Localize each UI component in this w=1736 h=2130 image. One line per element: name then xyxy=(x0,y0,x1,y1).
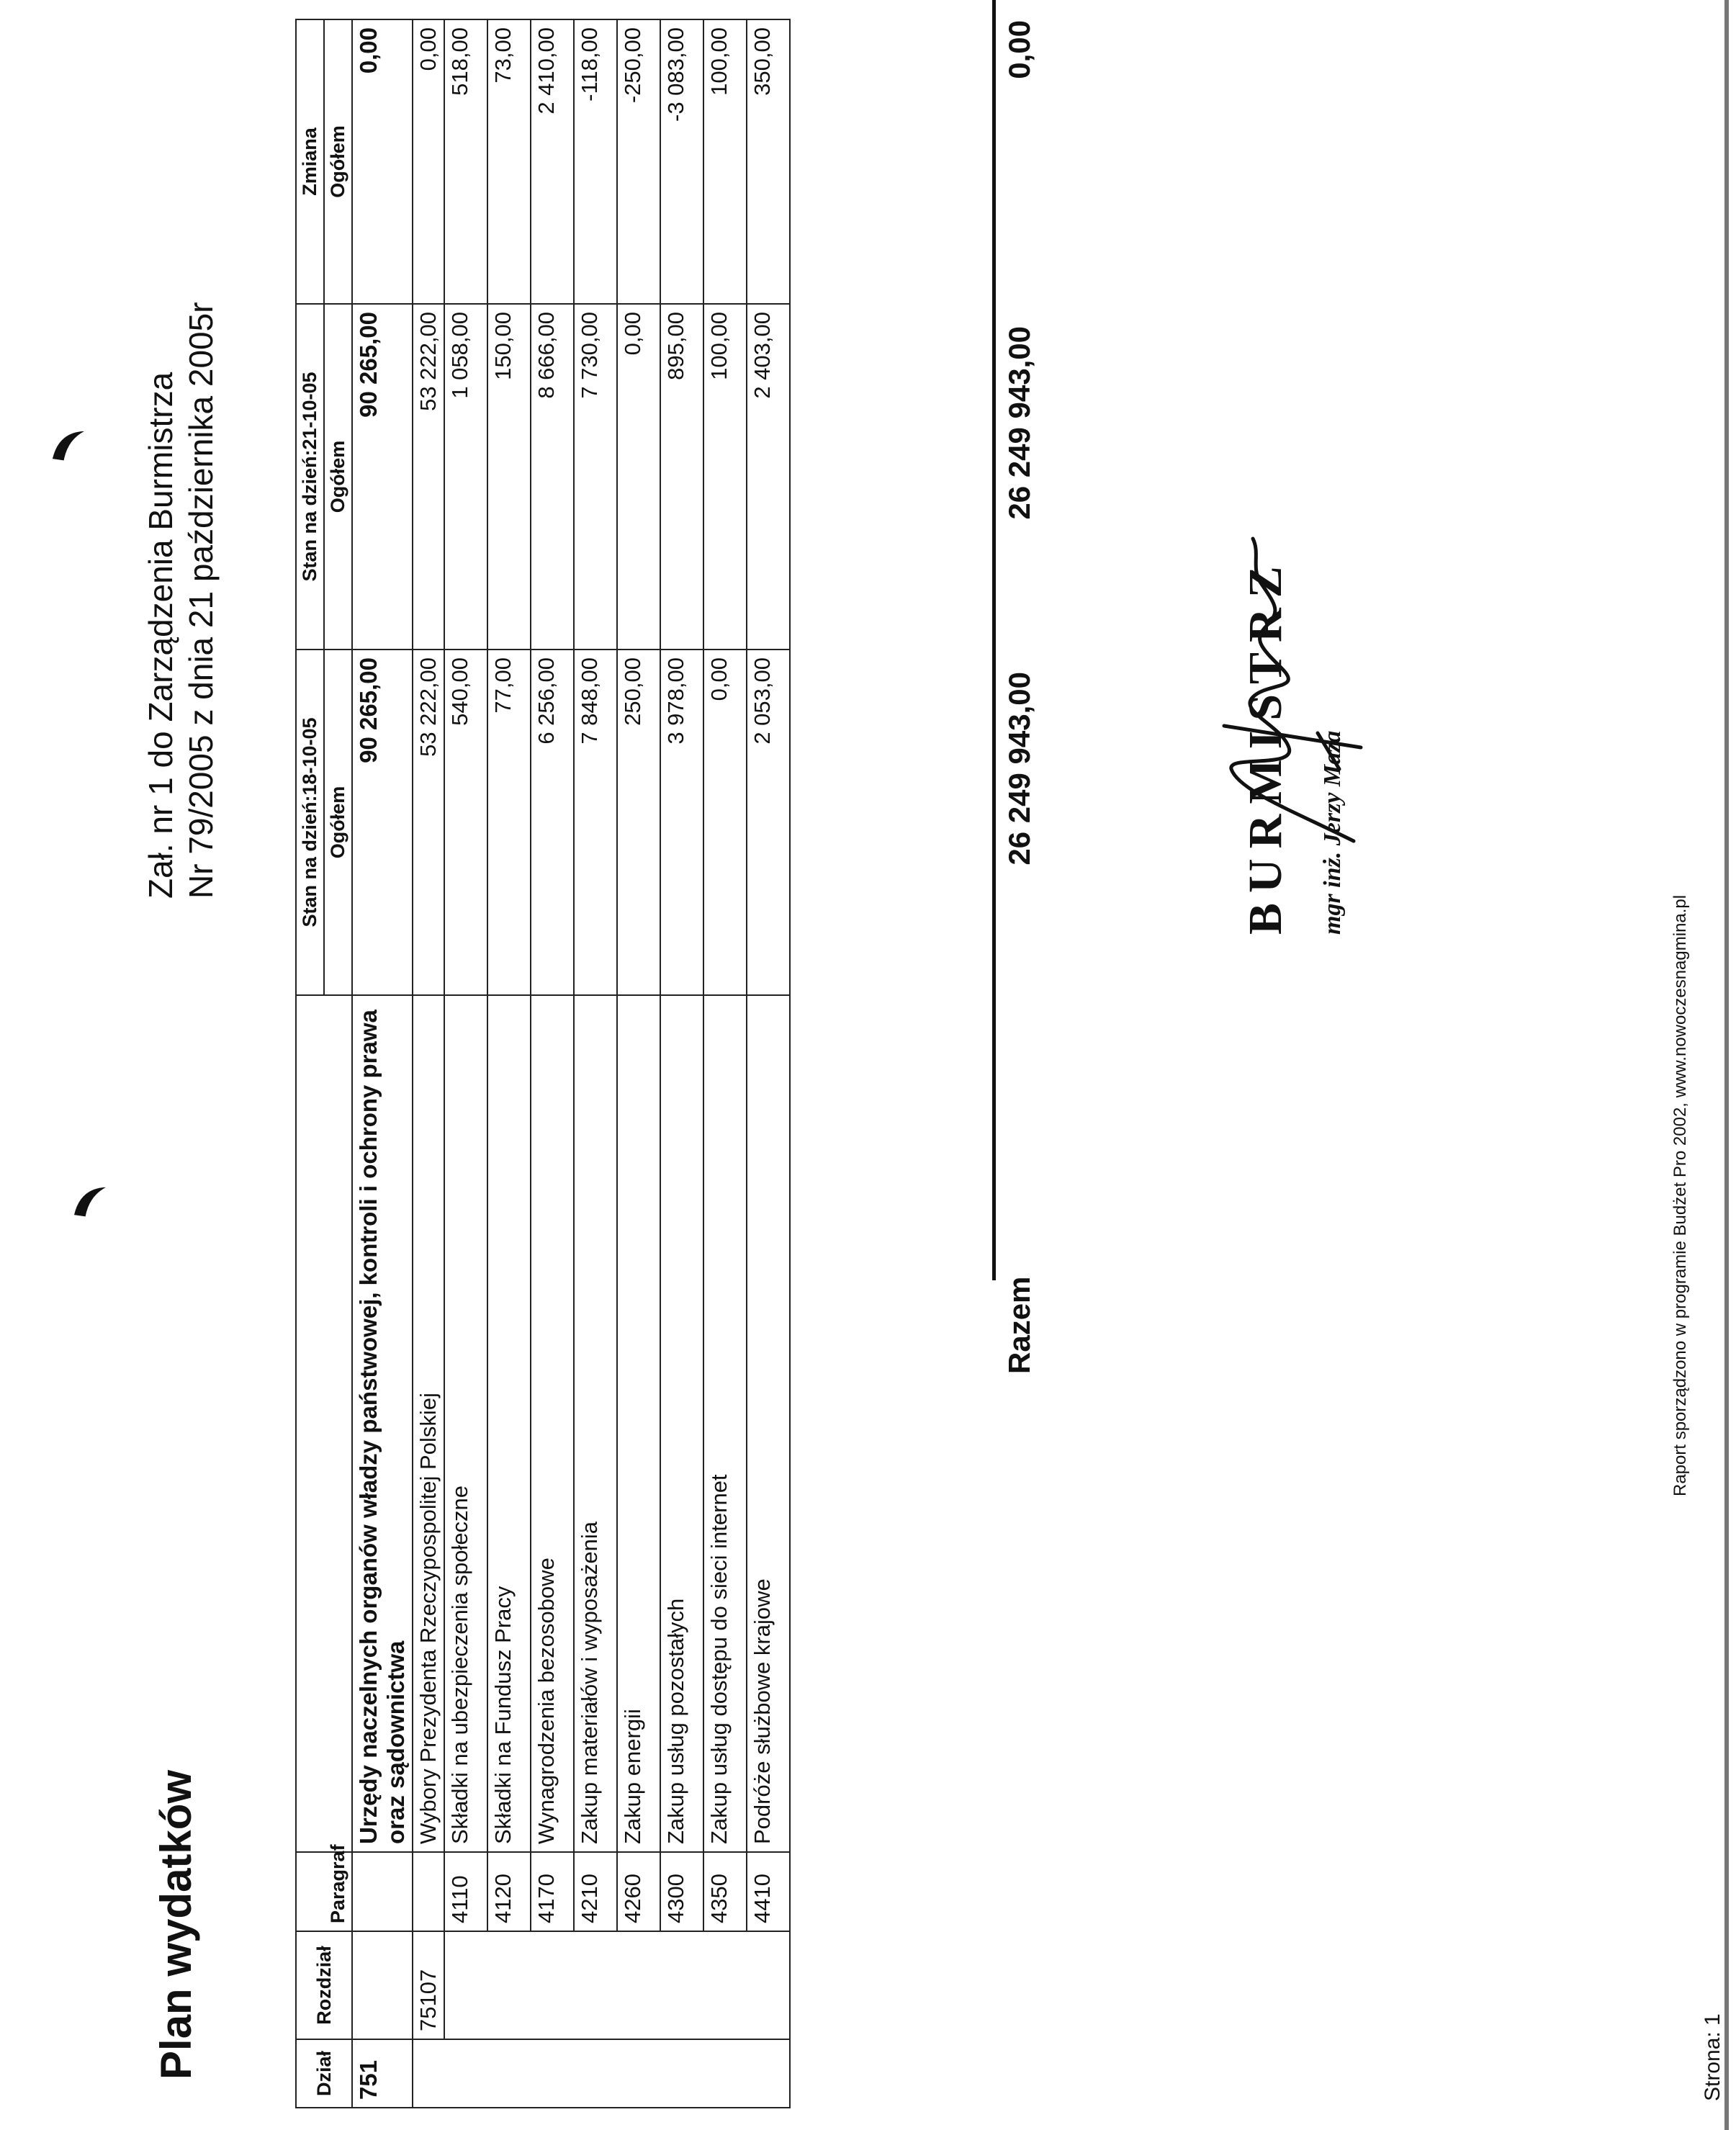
paragraf-name: Zakup energii xyxy=(617,995,660,1852)
paragraf-name: Zakup usług dostępu do sieci internet xyxy=(703,995,747,1852)
empty-cell xyxy=(574,2039,617,2108)
dzial-value-stan2: 90 265,00 xyxy=(352,304,413,650)
header-note-line1: Zał. nr 1 do Zarządzenia Burmistrza xyxy=(142,372,179,899)
empty-cell xyxy=(487,2039,531,2108)
value-zmiana: -3 083,00 xyxy=(660,19,703,304)
scan-edge-line xyxy=(1724,0,1729,2130)
header-note-line2: Nr 79/2005 z dnia 21 października 2005r xyxy=(182,302,220,899)
paragraf-name: Podróże służbowe krajowe xyxy=(747,995,790,1852)
footer-report-note: Raport sporządzono w programie Budżet Pro 2002, www.nowoczesnagmina.pl xyxy=(1670,894,1690,1496)
value-zmiana: 73,00 xyxy=(487,19,531,304)
rozdzial-value-stan2: 53 222,00 xyxy=(413,304,444,650)
table-row xyxy=(574,19,617,2108)
col-header-stan1: Stan na dzień:18-10-05 xyxy=(296,650,324,995)
value-stan1: 77,00 xyxy=(487,650,531,995)
empty-cell xyxy=(617,1931,660,2039)
empty-cell xyxy=(413,1852,444,1931)
value-stan1: 3 978,00 xyxy=(660,650,703,995)
table-row xyxy=(660,19,703,2108)
value-stan1: 6 256,00 xyxy=(531,650,574,995)
mayor-stamp xyxy=(1238,387,1426,935)
empty-cell xyxy=(531,1931,574,2039)
value-stan2: 150,00 xyxy=(487,304,531,650)
paragraf-code: 4350 xyxy=(703,1852,747,1931)
footer-page-number: Strona: 1 xyxy=(1701,2013,1724,2101)
paragraf-code: 4110 xyxy=(444,1852,487,1931)
dzial-value-zmiana: 0,00 xyxy=(352,19,413,304)
paragraf-code: 4410 xyxy=(747,1852,790,1931)
empty-cell xyxy=(703,1931,747,2039)
value-stan2: 0,00 xyxy=(617,304,660,650)
rozdzial-code: 75107 xyxy=(413,1931,444,2039)
empty-cell xyxy=(444,1931,487,2039)
stamp-title: BURMISTRZ xyxy=(1239,556,1292,935)
table-header-row xyxy=(296,19,324,2108)
paragraf-code: 4170 xyxy=(531,1852,574,1931)
subheader-ogolem: Ogółem xyxy=(324,19,352,304)
empty-cell xyxy=(574,1931,617,2039)
value-zmiana: -250,00 xyxy=(617,19,660,304)
paragraf-name: Zakup usług pozostałych xyxy=(660,995,703,1852)
rozdzial-row xyxy=(413,19,444,2108)
value-zmiana: 350,00 xyxy=(747,19,790,304)
empty-cell xyxy=(703,2039,747,2108)
value-stan1: 540,00 xyxy=(444,650,487,995)
col-header-paragraf: Paragraf xyxy=(296,1852,352,1931)
empty-cell xyxy=(531,2039,574,2108)
col-header-name xyxy=(296,995,352,1852)
paragraf-name: Zakup materiałów i wyposażenia xyxy=(574,995,617,1852)
expenditure-table xyxy=(295,19,791,2108)
dzial-name: Urzędy naczelnych organów władzy państwowej, kontroli i ochrony prawa oraz sądownictwa xyxy=(352,995,413,1852)
value-stan1: 250,00 xyxy=(617,650,660,995)
value-zmiana: 518,00 xyxy=(444,19,487,304)
empty-cell xyxy=(487,1931,531,2039)
subheader-ogolem: Ogółem xyxy=(324,304,352,650)
value-stan2: 8 666,00 xyxy=(531,304,574,650)
empty-cell xyxy=(747,2039,790,2108)
paragraf-code: 4300 xyxy=(660,1852,703,1931)
total-value-stan1: 26 249 943,00 xyxy=(1002,672,1036,866)
empty-cell xyxy=(352,1931,413,2039)
total-label: Razem xyxy=(1002,1276,1036,1374)
rozdzial-value-stan1: 53 222,00 xyxy=(413,650,444,995)
paragraf-name: Składki na ubezpieczenia społeczne xyxy=(444,995,487,1852)
empty-cell xyxy=(352,1852,413,1931)
col-header-rozdzial: Rozdział xyxy=(296,1931,352,2039)
total-divider xyxy=(992,0,996,1280)
stamp-name: mgr inż. Jerzy Maza xyxy=(1319,730,1346,935)
empty-cell xyxy=(660,2039,703,2108)
header-note xyxy=(140,302,221,899)
paragraf-code: 4260 xyxy=(617,1852,660,1931)
empty-cell xyxy=(444,2039,487,2108)
dzial-value-stan1: 90 265,00 xyxy=(352,650,413,995)
paragraf-code: 4210 xyxy=(574,1852,617,1931)
table-row xyxy=(487,19,531,2108)
table-row xyxy=(531,19,574,2108)
value-stan2: 100,00 xyxy=(703,304,747,650)
value-stan1: 2 053,00 xyxy=(747,650,790,995)
rozdzial-value-zmiana: 0,00 xyxy=(413,19,444,304)
subheader-ogolem: Ogółem xyxy=(324,650,352,995)
value-zmiana: 2 410,00 xyxy=(531,19,574,304)
value-stan1: 7 848,00 xyxy=(574,650,617,995)
total-value-zmiana: 0,00 xyxy=(1002,20,1036,79)
dzial-row xyxy=(352,19,413,2108)
table-row xyxy=(747,19,790,2108)
value-stan2: 895,00 xyxy=(660,304,703,650)
value-stan1: 0,00 xyxy=(703,650,747,995)
paragraf-name: Składki na Fundusz Pracy xyxy=(487,995,531,1852)
rozdzial-name: Wybory Prezydenta Rzeczypospolitej Polskiej xyxy=(413,995,444,1852)
value-stan2: 2 403,00 xyxy=(747,304,790,650)
value-stan2: 1 058,00 xyxy=(444,304,487,650)
empty-cell xyxy=(747,1931,790,2039)
table-row xyxy=(444,19,487,2108)
punch-mark-icon xyxy=(44,423,93,467)
value-zmiana: -118,00 xyxy=(574,19,617,304)
page-title: Plan wydatków xyxy=(152,1769,200,2080)
col-header-dzial: Dział xyxy=(296,2039,352,2108)
table-row xyxy=(703,19,747,2108)
paragraf-name: Wynagrodzenia bezosobowe xyxy=(531,995,574,1852)
empty-cell xyxy=(617,2039,660,2108)
total-value-stan2: 26 249 943,00 xyxy=(1002,326,1036,520)
value-zmiana: 100,00 xyxy=(703,19,747,304)
signature-icon xyxy=(1210,467,1368,855)
table-row xyxy=(617,19,660,2108)
col-header-stan2: Stan na dzień:21-10-05 xyxy=(296,304,324,650)
punch-mark-icon xyxy=(66,1179,114,1223)
paragraf-code: 4120 xyxy=(487,1852,531,1931)
value-stan2: 7 730,00 xyxy=(574,304,617,650)
empty-cell xyxy=(660,1931,703,2039)
empty-cell xyxy=(413,2039,444,2108)
col-header-zmiana: Zmiana xyxy=(296,19,324,304)
dzial-code: 751 xyxy=(352,2039,413,2108)
